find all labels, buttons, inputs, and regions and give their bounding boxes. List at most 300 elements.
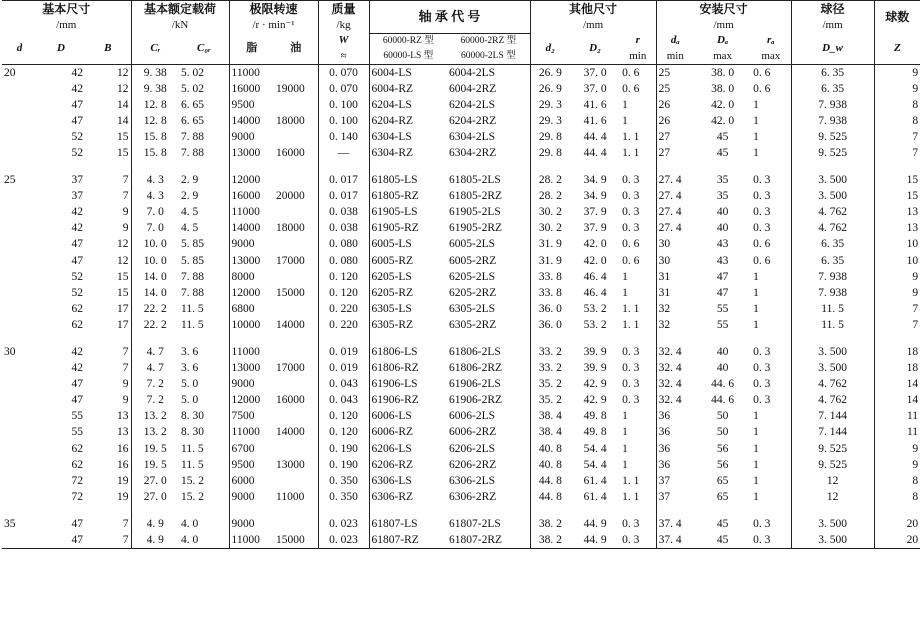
header-ball-dia-unit: /mm bbox=[791, 18, 874, 33]
cell-oil: 20000 bbox=[276, 190, 305, 203]
spacer-cell bbox=[179, 333, 229, 344]
cell-ra: 0. 3 bbox=[753, 346, 771, 358]
cell-d2: 44. 8 bbox=[530, 473, 570, 489]
cell-d2: 36. 0 bbox=[530, 317, 570, 333]
cell-Z: 10 bbox=[874, 236, 920, 252]
table-row bbox=[2, 344, 920, 360]
col-d2: d₂ bbox=[530, 33, 570, 64]
cell-da: 31 bbox=[656, 285, 694, 301]
cell-code2: 6206-2RZ bbox=[449, 458, 497, 471]
cell-code1: 6304-RZ bbox=[369, 145, 447, 161]
cell-Dw: 11. 5 bbox=[791, 317, 874, 333]
cell-Dw: 7. 938 bbox=[791, 269, 874, 285]
cell-D: 52 bbox=[71, 270, 83, 283]
cell-D2: 46. 4 bbox=[583, 286, 607, 299]
header-speed: 极限转速 bbox=[229, 1, 318, 19]
cell-B: 9 bbox=[122, 394, 129, 407]
cell-D: 47 bbox=[37, 532, 85, 549]
cell-d bbox=[2, 489, 37, 505]
cell-Z: 8 bbox=[874, 97, 920, 113]
cell-oil bbox=[274, 129, 318, 145]
table-row bbox=[2, 188, 920, 204]
cell-r: 0. 6 bbox=[622, 66, 640, 79]
cell-d2: 36. 0 bbox=[530, 301, 570, 317]
cell-ra: 0. 3 bbox=[751, 532, 791, 549]
cell-d2: 40. 8 bbox=[530, 441, 570, 457]
col-Dw: D_w bbox=[791, 33, 874, 64]
cell-W: 0. 023 bbox=[318, 516, 369, 532]
cell-code1: 61805-LS bbox=[369, 172, 447, 188]
cell-code1: 61905-RZ bbox=[369, 220, 447, 236]
cell-d bbox=[2, 360, 37, 376]
cell-Cr: 27. 0 bbox=[131, 473, 179, 489]
spacer-cell bbox=[694, 505, 751, 516]
cell-da: 37. 4 bbox=[656, 516, 694, 532]
cell-Z: 11 bbox=[874, 424, 920, 440]
cell-code2: 6306-2RZ bbox=[449, 490, 497, 503]
table-row bbox=[2, 64, 920, 81]
cell-Cr: 7. 0 bbox=[131, 204, 179, 220]
cell-C0r: 11. 5 bbox=[181, 442, 204, 455]
cell-d: 35 bbox=[4, 517, 16, 530]
cell-code2: 61906-2RZ bbox=[449, 394, 503, 407]
cell-grease: 11000 bbox=[229, 64, 274, 81]
cell-B: 7 bbox=[122, 517, 129, 530]
cell-Dw: 3. 500 bbox=[791, 344, 874, 360]
cell-D: 47 bbox=[71, 517, 83, 530]
cell-D: 37 bbox=[71, 190, 83, 203]
cell-code2: 6205-2RZ bbox=[449, 286, 497, 299]
cell-code2: 61807-2LS bbox=[449, 517, 501, 530]
cell-W: 0. 120 bbox=[318, 424, 369, 440]
table-row bbox=[2, 457, 920, 473]
cell-oil bbox=[274, 408, 318, 424]
spacer-cell bbox=[751, 333, 791, 344]
spacer-cell bbox=[694, 333, 751, 344]
cell-grease: 6800 bbox=[229, 301, 274, 317]
cell-code1: 6305-RZ bbox=[369, 317, 447, 333]
cell-code1: 6204-RZ bbox=[369, 113, 447, 129]
cell-C0r: 2. 9 bbox=[181, 174, 199, 187]
spacer-cell bbox=[318, 161, 369, 172]
cell-oil bbox=[274, 376, 318, 392]
cell-W: 0. 080 bbox=[318, 236, 369, 252]
group-spacer bbox=[2, 505, 920, 516]
cell-d bbox=[2, 236, 37, 252]
cell-oil bbox=[274, 473, 318, 489]
cell-code1: 6005-LS bbox=[369, 236, 447, 252]
cell-Dw: 9. 525 bbox=[791, 457, 874, 473]
spacer-cell bbox=[179, 161, 229, 172]
cell-C0r: 5. 0 bbox=[181, 378, 199, 391]
cell-Dw: 3. 500 bbox=[791, 532, 874, 549]
cell-Cr: 12. 8 bbox=[131, 113, 179, 129]
cell-d2: 30. 2 bbox=[530, 204, 570, 220]
cell-Cr: 7. 2 bbox=[131, 376, 179, 392]
col-d: d bbox=[2, 33, 37, 64]
cell-D: 42 bbox=[71, 362, 83, 375]
cell-code1: 6006-LS bbox=[369, 408, 447, 424]
cell-Z: 7 bbox=[874, 145, 920, 161]
cell-Z: 9 bbox=[874, 81, 920, 97]
cell-da: 32. 4 bbox=[656, 392, 694, 408]
cell-Cr: 14. 0 bbox=[131, 285, 179, 301]
cell-d2: 35. 2 bbox=[530, 376, 570, 392]
col-oil: 油 bbox=[274, 33, 318, 64]
cell-grease: 12000 bbox=[229, 285, 274, 301]
cell-d bbox=[2, 532, 37, 549]
cell-d: 25 bbox=[4, 174, 16, 187]
cell-d bbox=[2, 220, 37, 236]
cell-d bbox=[2, 188, 37, 204]
cell-da: 27 bbox=[656, 145, 694, 161]
cell-d bbox=[2, 441, 37, 457]
spacer-cell bbox=[656, 333, 694, 344]
cell-ra: 1 bbox=[753, 442, 759, 455]
cell-Da: 42. 0 bbox=[711, 114, 735, 127]
bearing-spec-table bbox=[2, 0, 920, 549]
spacer-cell bbox=[620, 161, 656, 172]
cell-code2: 61805-2LS bbox=[449, 174, 501, 187]
cell-Cr: 15. 8 bbox=[131, 145, 179, 161]
table-row bbox=[2, 236, 920, 252]
cell-C0r: 3. 6 bbox=[181, 362, 199, 375]
cell-Da: 45 bbox=[716, 130, 729, 143]
cell-Da: 65 bbox=[716, 490, 729, 503]
cell-Da: 56 bbox=[716, 458, 729, 471]
cell-W: 0. 120 bbox=[318, 269, 369, 285]
cell-r: 0. 3 bbox=[622, 346, 640, 358]
cell-D2: 44. 4 bbox=[583, 130, 607, 143]
cell-ra: 0. 6 bbox=[753, 82, 771, 95]
cell-d bbox=[2, 145, 37, 161]
cell-da: 27. 4 bbox=[656, 188, 694, 204]
cell-C0r: 8. 30 bbox=[181, 410, 205, 423]
cell-code2: 6006-2LS bbox=[449, 410, 496, 423]
cell-D2: 37. 9 bbox=[583, 222, 607, 235]
cell-ra: 0. 6 bbox=[753, 66, 771, 79]
cell-W: 0. 043 bbox=[318, 376, 369, 392]
spacer-cell bbox=[447, 333, 530, 344]
col-W: W bbox=[318, 33, 369, 49]
cell-da: 37 bbox=[656, 473, 694, 489]
table-row bbox=[2, 285, 920, 301]
cell-code1: 6306-RZ bbox=[369, 489, 447, 505]
cell-B: 15 bbox=[117, 130, 129, 143]
cell-code1: 6304-LS bbox=[369, 129, 447, 145]
cell-code1: 6205-RZ bbox=[369, 285, 447, 301]
cell-B: 9 bbox=[122, 206, 129, 219]
spacer-cell bbox=[85, 333, 131, 344]
cell-code1: 6204-LS bbox=[369, 97, 447, 113]
spacer-cell bbox=[229, 505, 274, 516]
spacer-cell bbox=[791, 505, 874, 516]
cell-oil: 17000 bbox=[276, 362, 305, 375]
spacer-cell bbox=[530, 161, 570, 172]
cell-code2: 6204-2LS bbox=[449, 98, 496, 111]
cell-ra: 1 bbox=[753, 130, 759, 143]
cell-grease: 13000 bbox=[229, 253, 274, 269]
spacer-cell bbox=[620, 333, 656, 344]
cell-r: 0. 3 bbox=[622, 190, 640, 203]
spacer-cell bbox=[874, 333, 920, 344]
cell-ra: 1 bbox=[753, 98, 759, 111]
cell-da: 26 bbox=[656, 97, 694, 113]
table-header bbox=[2, 1, 920, 65]
cell-D2: 49. 8 bbox=[583, 426, 607, 439]
cell-r: 0. 6 bbox=[622, 254, 640, 267]
cell-Z: 20 bbox=[874, 532, 920, 549]
cell-Dw: 3. 500 bbox=[791, 172, 874, 188]
code-2rz-top: 60000-2RZ 型 bbox=[447, 33, 530, 49]
cell-B: 19 bbox=[117, 490, 129, 503]
cell-d2: 31. 9 bbox=[530, 253, 570, 269]
cell-code2: 61805-2RZ bbox=[449, 190, 503, 203]
spacer-cell bbox=[694, 161, 751, 172]
cell-Da: 55 bbox=[716, 302, 729, 315]
cell-C0r: 11. 5 bbox=[181, 458, 204, 471]
cell-D2: 42. 0 bbox=[583, 254, 607, 267]
cell-r: 0. 3 bbox=[622, 206, 640, 219]
cell-code1: 6206-LS bbox=[369, 441, 447, 457]
cell-d bbox=[2, 301, 37, 317]
cell-code2: 6304-2LS bbox=[449, 130, 496, 143]
spacer-cell bbox=[369, 333, 447, 344]
header-other-dims-unit: /mm bbox=[530, 18, 656, 33]
cell-da: 32. 4 bbox=[656, 344, 694, 360]
cell-oil bbox=[274, 301, 318, 317]
cell-d2: 26. 9 bbox=[530, 81, 570, 97]
table-row bbox=[2, 532, 920, 549]
cell-W: 0. 017 bbox=[318, 172, 369, 188]
cell-grease: 11000 bbox=[229, 532, 274, 549]
group-spacer bbox=[2, 333, 920, 344]
table-row bbox=[2, 317, 920, 333]
cell-Da: 43 bbox=[716, 238, 729, 251]
cell-da: 36 bbox=[656, 457, 694, 473]
cell-grease: 12000 bbox=[229, 392, 274, 408]
cell-W: 0. 190 bbox=[318, 457, 369, 473]
cell-code2: 6306-2LS bbox=[449, 474, 496, 487]
cell-Dw: 3. 500 bbox=[791, 188, 874, 204]
cell-da: 30 bbox=[656, 253, 694, 269]
cell-Da: 45 bbox=[716, 517, 729, 530]
cell-B: 13 bbox=[117, 410, 129, 423]
cell-W: 0. 220 bbox=[318, 317, 369, 333]
cell-code1: 6206-RZ bbox=[369, 457, 447, 473]
cell-B: 15 bbox=[117, 270, 129, 283]
cell-grease: 9000 bbox=[229, 516, 274, 532]
cell-grease: 8000 bbox=[229, 269, 274, 285]
cell-C0r: 15. 2 bbox=[181, 490, 205, 503]
spacer-cell bbox=[37, 161, 85, 172]
cell-oil bbox=[274, 269, 318, 285]
cell-r: 1. 1 bbox=[622, 490, 640, 503]
spacer-cell bbox=[570, 505, 620, 516]
cell-D2: 44. 4 bbox=[583, 146, 607, 159]
cell-grease: 14000 bbox=[229, 113, 274, 129]
cell-oil: 17000 bbox=[276, 254, 305, 267]
table-row bbox=[2, 392, 920, 408]
cell-Cr: 7. 2 bbox=[131, 392, 179, 408]
cell-Cr: 19. 5 bbox=[131, 441, 179, 457]
cell-code1: 6205-LS bbox=[369, 269, 447, 285]
cell-B: 12 bbox=[117, 82, 129, 95]
spacer-cell bbox=[2, 333, 37, 344]
spacer-cell bbox=[2, 161, 37, 172]
spacer-cell bbox=[369, 161, 447, 172]
cell-r: 0. 3 bbox=[622, 222, 640, 235]
cell-W: 0. 019 bbox=[318, 360, 369, 376]
spacer-cell bbox=[37, 505, 85, 516]
cell-Da: 40 bbox=[716, 346, 729, 358]
cell-C0r: 4. 5 bbox=[181, 222, 199, 235]
cell-Cr: 4. 7 bbox=[131, 344, 179, 360]
cell-Z: 7 bbox=[874, 129, 920, 145]
cell-d2: 38. 2 bbox=[530, 516, 570, 532]
cell-da: 31 bbox=[656, 269, 694, 285]
cell-oil: 18000 bbox=[276, 222, 305, 235]
spacer-cell bbox=[131, 333, 179, 344]
cell-d2: 44. 8 bbox=[530, 489, 570, 505]
cell-grease: 9000 bbox=[229, 489, 274, 505]
cell-oil bbox=[274, 64, 318, 81]
col-B: B bbox=[85, 33, 131, 64]
cell-D2: 61. 4 bbox=[583, 490, 607, 503]
cell-ra: 1 bbox=[753, 270, 759, 283]
cell-D2: 42. 9 bbox=[583, 394, 607, 407]
cell-W: 0. 038 bbox=[318, 204, 369, 220]
cell-da: 32 bbox=[656, 301, 694, 317]
cell-Z: 14 bbox=[874, 376, 920, 392]
cell-da: 36 bbox=[656, 408, 694, 424]
cell-r: 1 bbox=[622, 114, 628, 127]
table-row bbox=[2, 172, 920, 188]
cell-ra: 0. 6 bbox=[753, 238, 771, 251]
cell-code1: 61905-LS bbox=[369, 204, 447, 220]
cell-D: 42 bbox=[71, 346, 83, 358]
cell-W: 0. 070 bbox=[318, 64, 369, 81]
cell-B: 7 bbox=[122, 362, 129, 375]
cell-Dw: 4. 762 bbox=[791, 220, 874, 236]
cell-Da: 55 bbox=[716, 318, 729, 331]
cell-Dw: 9. 525 bbox=[791, 145, 874, 161]
cell-Dw: 4. 762 bbox=[791, 376, 874, 392]
cell-r: 1. 1 bbox=[622, 474, 640, 487]
cell-ra: 1 bbox=[753, 490, 759, 503]
cell-D: 52 bbox=[71, 286, 83, 299]
cell-C0r: 7. 88 bbox=[181, 146, 205, 159]
cell-B: 12 bbox=[117, 66, 129, 79]
cell-C0r: 3. 6 bbox=[181, 346, 199, 358]
cell-d2: 29. 3 bbox=[530, 97, 570, 113]
cell-grease: 12000 bbox=[229, 172, 274, 188]
spacer-cell bbox=[791, 333, 874, 344]
spacer-cell bbox=[791, 161, 874, 172]
cell-ra: 1 bbox=[753, 474, 759, 487]
cell-Da: 44. 6 bbox=[711, 378, 735, 391]
cell-C0r: 7. 88 bbox=[181, 270, 205, 283]
table-row bbox=[2, 424, 920, 440]
cell-d2: 29. 3 bbox=[530, 113, 570, 129]
cell-Cr: 13. 2 bbox=[131, 424, 179, 440]
header-mass-unit: /kg bbox=[318, 18, 369, 33]
cell-Da: 38. 0 bbox=[711, 82, 735, 95]
cell-grease: 16000 bbox=[229, 81, 274, 97]
table-row bbox=[2, 516, 920, 532]
header-install-dims: 安装尺寸 bbox=[656, 1, 791, 19]
cell-d2: 31. 9 bbox=[530, 236, 570, 252]
header-install-dims-unit: /mm bbox=[656, 18, 791, 33]
cell-D: 55 bbox=[71, 426, 83, 439]
cell-r: 1. 1 bbox=[622, 146, 640, 159]
spacer-cell bbox=[530, 333, 570, 344]
cell-B: 7 bbox=[122, 190, 129, 203]
cell-d bbox=[2, 113, 37, 129]
group-spacer bbox=[2, 161, 920, 172]
cell-grease: 11000 bbox=[229, 344, 274, 360]
cell-W: 0. 120 bbox=[318, 285, 369, 301]
cell-Z: 13 bbox=[874, 220, 920, 236]
col-D2: D₂ bbox=[570, 33, 620, 64]
cell-Z: 8 bbox=[874, 473, 920, 489]
cell-r: 0. 3 bbox=[622, 378, 640, 391]
cell-C0r: 11. 5 bbox=[181, 318, 204, 331]
cell-D: 62 bbox=[71, 318, 83, 331]
cell-C0r: 6. 65 bbox=[181, 114, 205, 127]
cell-Z: 14 bbox=[874, 392, 920, 408]
cell-r: 1. 1 bbox=[622, 318, 640, 331]
cell-d2: 35. 2 bbox=[530, 392, 570, 408]
cell-Z: 18 bbox=[874, 360, 920, 376]
cell-Z: 15 bbox=[874, 172, 920, 188]
cell-Da: 40 bbox=[716, 222, 729, 235]
cell-da: 32. 4 bbox=[656, 360, 694, 376]
cell-D: 47 bbox=[71, 394, 83, 407]
cell-Cr: 4. 3 bbox=[131, 188, 179, 204]
cell-Cr: 10. 0 bbox=[131, 253, 179, 269]
cell-Dw: 3. 500 bbox=[791, 360, 874, 376]
cell-Cr: 9. 38 bbox=[131, 64, 179, 81]
cell-Cr: 19. 5 bbox=[131, 457, 179, 473]
cell-da: 37. 4 bbox=[656, 532, 694, 549]
cell-da: 32. 4 bbox=[656, 376, 694, 392]
cell-d bbox=[2, 204, 37, 220]
cell-B: 14 bbox=[117, 98, 129, 111]
cell-B: 17 bbox=[117, 318, 129, 331]
cell-W: 0. 190 bbox=[318, 441, 369, 457]
cell-D: 42 bbox=[71, 222, 83, 235]
header-ball-dia: 球径 bbox=[791, 1, 874, 19]
cell-d bbox=[2, 424, 37, 440]
cell-code1: 61806-LS bbox=[369, 344, 447, 360]
spacer-cell bbox=[274, 333, 318, 344]
cell-grease: 14000 bbox=[229, 220, 274, 236]
cell-Cr: 9. 38 bbox=[131, 81, 179, 97]
cell-C0r: 6. 65 bbox=[181, 98, 205, 111]
cell-C0r: 5. 02 bbox=[181, 66, 205, 79]
cell-code1: 6004-RZ bbox=[369, 81, 447, 97]
cell-da: 30 bbox=[656, 236, 694, 252]
cell-Z: 8 bbox=[874, 113, 920, 129]
cell-Z: 9 bbox=[874, 285, 920, 301]
table-row bbox=[2, 376, 920, 392]
cell-oil bbox=[274, 344, 318, 360]
cell-code2: 6005-2RZ bbox=[449, 254, 497, 267]
cell-Da: 43 bbox=[716, 254, 729, 267]
cell-D: 72 bbox=[71, 490, 83, 503]
cell-Da: 47 bbox=[716, 286, 729, 299]
